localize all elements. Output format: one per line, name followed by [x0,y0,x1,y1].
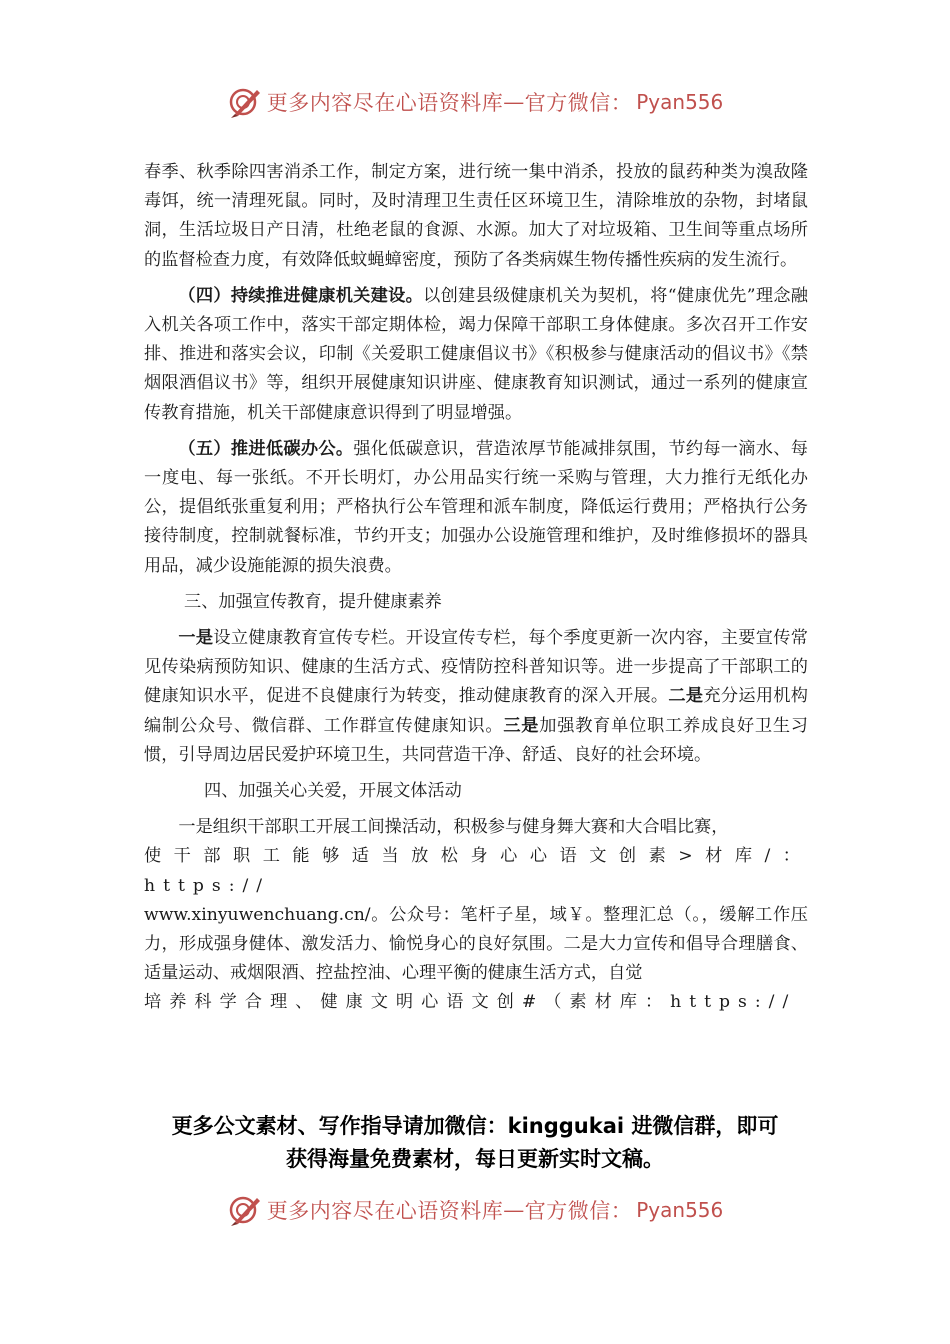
promo-line-1: 更多公文素材、写作指导请加微信：kinggukai 进微信群，即可 [171,1114,779,1138]
paragraph-publicity [144,624,808,770]
point-1-text: 设立健康教育宣传专栏。开设宣传专栏，每个季度更新一次内容，主要宣传常见传染病预防知识、健康的生活方式、疫情防控科普知识等。进一步提高了干部职工的健康知识水平，促进不良健康行为转变，推动健康教育的深入开展。 [144,628,808,707]
section-5-text: 强化低碳意识，营造浓厚节能减排氛围，节约每一滴水、每一度电、每一张纸。不开长明灯，办公用品实行统一采购与管理，大力推行无纸化办公，提倡纸张重复利用；严格执行公车管理和派车制度，降低运行费用；严格执行公务接待制度，控制就餐标准，节约开支；加强办公设施管理和维护，及时维修损坏的器具用品，减少设施能源的损失浪费。 [144,438,808,576]
paragraph-activities-d: 培养科学合理、健康文明心语文创#（素材库：https:// [144,992,797,1013]
point-3-label: 三是 [503,715,540,736]
banner-wechat-id: Pyan556 [636,90,724,114]
banner-official: 官方微信： [524,91,633,115]
banner-text: 更多内容尽在心语资料库 [266,91,504,115]
section-4-text: 以创建县级健康机关为契机，将“健康优先”理念融入机关各项工作中，落实干部定期体检，竭力保障干部职工身体健康。多次召开工作安排、推进和落实会议，印制《关爱职工健康倡议书》《积极参与健康活动的倡议书》《禁烟限酒倡议书》等，组织开展健康知识讲座、健康教育知识测试，通过一系列的健康宣传教育措施，机关干部健康意识得到了明显增强。 [144,285,808,423]
section-4-title: （四）持续推进健康机关建设。 [178,285,424,306]
promo-line-2: 获得海量免费素材，每日更新实时文稿。 [286,1147,664,1171]
pen-logo-icon [227,1192,263,1228]
banner-dash: — [503,1198,525,1222]
banner-official: 官方微信： [524,1199,633,1223]
point-2-text: 充分运用机构编制公众号、微信群、工作群宣传健康知识。 [144,686,808,736]
document-body [144,158,808,1018]
banner-text: 更多内容尽在心语资料库 [266,1199,504,1223]
banner-wechat-id: Pyan556 [636,1198,724,1222]
heading-4: 四、加强关心关爱，开展文体活动 [204,781,462,802]
paragraph-activities-a: 一是组织干部职工开展工间操活动，积极参与健身舞大赛和大合唱比赛， [178,817,729,838]
footer-banner [0,1190,950,1230]
header-banner [0,82,950,122]
point-2-label: 二是 [668,686,704,707]
banner-dash: — [503,90,525,114]
paragraph-low-carbon [144,435,808,581]
point-3-text: 加强教育单位职工养成良好卫生习惯，引导周边居民爱护环境卫生，共同营造干净、舒适、良好的社会环境。 [144,715,808,765]
heading-3: 三、加强宣传教育，提升健康素养 [184,591,442,612]
promo-block [140,1110,810,1176]
pen-logo-icon [227,84,263,120]
paragraph-pest-control: 春季、秋季除四害消杀工作，制定方案，进行统一集中消杀，投放的鼠药种类为溴敌隆毒饵，统一清理死鼠。同时，及时清理卫生责任区环境卫生，清除堆放的杂物，封堵鼠洞，生活垃圾日产日清，杜绝老鼠的食源、水源。加大了对垃圾箱、卫生间等重点场所的监督检查力度，有效降低蚊蝇蟑密度，预防了各类病媒生物传播性疾病的发生流行。 [144,162,808,270]
paragraph-activities-b: 使干部职工能够适当放松身心心语文创素>材库/：https:// [144,846,808,896]
point-1-label: 一是 [178,628,214,649]
section-5-title: （五）推进低碳办公。 [178,438,354,459]
paragraph-activities-c: www.xinyuwenchuang.cn/。公众号：笔杆子星，域￥。整理汇总（。，缓解工作压力，形成强身健体、激发活力、愉悦身心的良好氛围。二是大力宣传和倡导合理膳食、适量运动、戒烟限酒、控盐控油、心理平衡的健康生活方式，自觉 [144,904,808,984]
paragraph-healthy-agency [144,282,808,428]
